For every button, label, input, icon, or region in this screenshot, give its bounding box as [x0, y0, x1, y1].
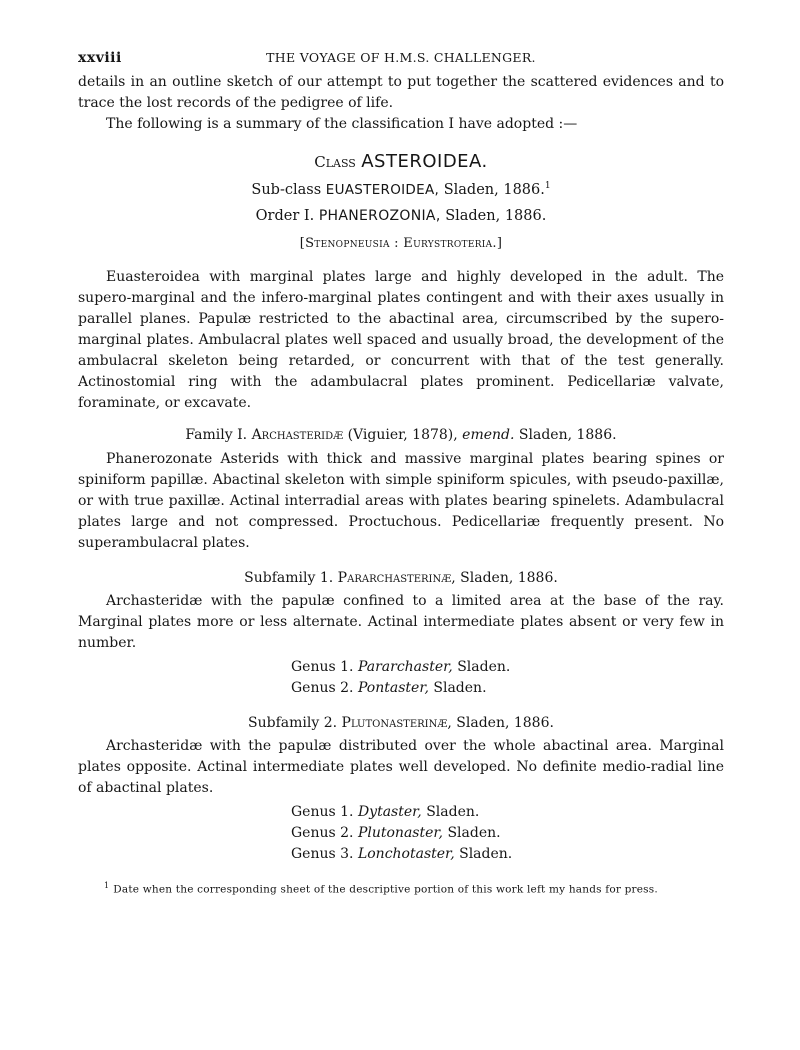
subclass-heading — [78, 177, 724, 203]
class-name: ASTEROIDEA. — [361, 151, 488, 172]
genus-author: Sladen. — [433, 680, 487, 696]
order-prefix: Order I. — [255, 208, 315, 224]
genus-entry — [291, 823, 724, 844]
genus-list — [291, 657, 724, 699]
page-header — [78, 44, 724, 72]
family-emend-author: Sladen, 1886. — [518, 427, 617, 443]
order-author: Sladen, 1886. — [445, 208, 547, 224]
genus-label: Genus 1. — [291, 659, 354, 675]
genus-author: Sladen. — [459, 846, 513, 862]
genus-name: Lonchotaster, — [357, 846, 455, 862]
document-page — [78, 44, 724, 897]
summary-intro: The following is a summary of the classification I have adopted :— — [106, 116, 578, 132]
subfamily-author: Sladen, 1886. — [456, 715, 554, 731]
family-emend: emend. — [462, 427, 515, 443]
subfamily-heading — [78, 565, 724, 591]
genus-name: Plutonaster, — [357, 825, 443, 841]
order-name: PHANEROZONIA, — [318, 208, 441, 224]
family-name: Archasteridæ — [251, 427, 344, 443]
genus-label: Genus 2. — [291, 825, 354, 841]
genus-list — [291, 802, 724, 865]
subfamily-heading — [78, 710, 724, 736]
subfamily-description: Archasteridæ with the papulæ confined to a limited area at the base of the ray. Marginal plates more or less alternate. Actinal intermediate plates absent or very few in number. — [78, 593, 724, 651]
intro-paragraph: details in an outline sketch of our attempt to put together the scattered evidences and to trace the lost records of the pedigree of life. — [78, 74, 724, 111]
order-description: Euasteroidea with marginal plates large and highly developed in the adult. The supero-marginal and the infero-marginal plates contingent and with their axes usually in parallel planes. Papulæ restricted to the abactinal area, circumscribed by the supero-marginal plates. Ambulacral plates well spaced and usually broad, the development of the ambulacral skeleton being retarded, or concurrent with that of the test generally. Actinostomial ring with the adambulacral plates prominent. Pedicellariæ valvate, foraminate, or excavate. — [78, 269, 724, 411]
genus-entry — [291, 844, 724, 865]
footnote — [78, 879, 724, 897]
genus-label: Genus 2. — [291, 680, 354, 696]
subfamily-name: Pararchasterinæ, — [337, 570, 456, 586]
genus-entry — [291, 678, 724, 699]
family-author: (Viguier, 1878), — [347, 427, 458, 443]
subclass-name: EUASTEROIDEA, — [325, 182, 440, 198]
subfamily-description: Archasteridæ with the papulæ distributed over the whole abactinal area. Marginal plates opposite. Actinal intermediate plates well developed. No definite medio-radial line of abactinal plates. — [78, 738, 724, 796]
family-heading — [78, 421, 724, 449]
subfamily-prefix: Subfamily 1. — [244, 570, 334, 586]
order-heading — [78, 203, 724, 230]
footnote-reference: 1 — [544, 181, 551, 192]
class-heading — [78, 148, 724, 176]
family-prefix: Family I. — [185, 427, 248, 443]
genus-author: Sladen. — [457, 659, 511, 675]
genus-name: Pararchaster, — [357, 659, 453, 675]
page-number: xxviii — [78, 50, 122, 66]
family-description: Phanerozonate Asterids with thick and massive marginal plates bearing spines or spiniform papillæ. Abactinal skeleton with simple spiniform spicules, with pseudo-paxillæ, or with true paxillæ. Actinal interradial areas with plates bearing spinelets. Adambulacral plates large and not compressed. Proctuchous. Pedicellariæ frequently present. No superambulacral plates. — [78, 451, 724, 551]
order-synonyms: [Stenopneusia : Eurystroteria.] — [299, 236, 503, 251]
class-prefix: Class — [314, 153, 356, 171]
genus-author: Sladen. — [447, 825, 501, 841]
genus-name: Dytaster, — [357, 804, 422, 820]
footnote-mark: 1 — [104, 881, 110, 890]
subfamily-author: Sladen, 1886. — [460, 570, 558, 586]
subfamily-name: Plutonasterinæ, — [341, 715, 452, 731]
genus-entry — [291, 657, 724, 678]
subclass-author: Sladen, 1886. — [443, 182, 545, 198]
running-head: THE VOYAGE OF H.M.S. CHALLENGER. — [266, 50, 536, 65]
genus-label: Genus 1. — [291, 804, 354, 820]
genus-author: Sladen. — [426, 804, 480, 820]
footnote-text: Date when the corresponding sheet of the descriptive portion of this work left my hands for press. — [113, 883, 658, 896]
genus-name: Pontaster, — [357, 680, 429, 696]
subfamily-prefix: Subfamily 2. — [248, 715, 338, 731]
genus-entry — [291, 802, 724, 823]
genus-label: Genus 3. — [291, 846, 354, 862]
subclass-prefix: Sub-class — [251, 182, 322, 198]
